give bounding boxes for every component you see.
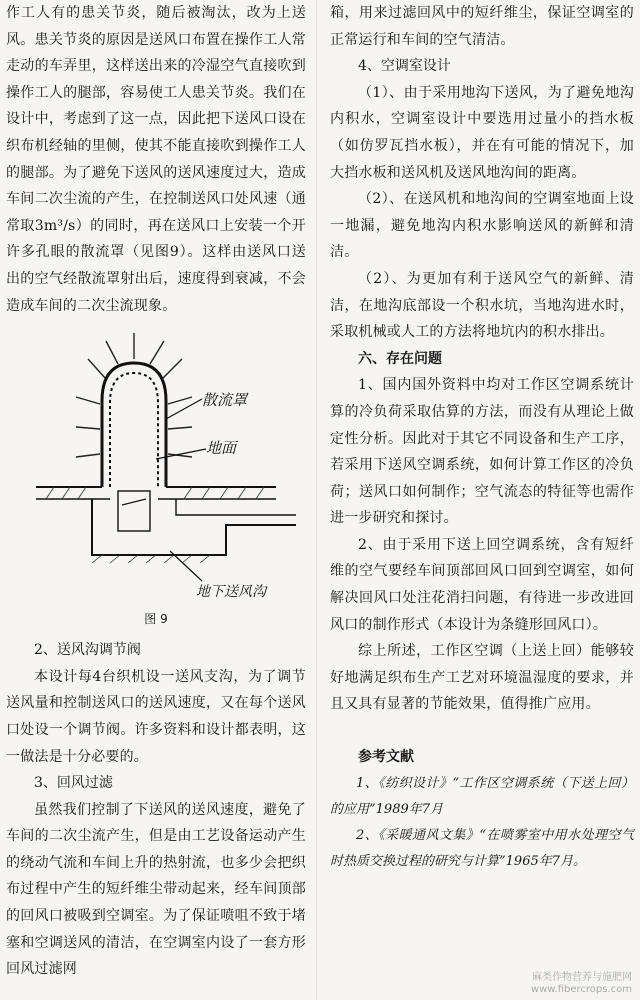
leader-diffuser	[166, 399, 202, 419]
label-duct: 地下送风沟	[196, 584, 266, 601]
conclusion-paragraph: 综上所述，工作区空调（上送上回）能够较好地满足织布生产工艺对环境温湿度的要求，并且又具有显著的节能效果，值得推广应用。	[330, 643, 634, 713]
right-column	[330, 0, 634, 875]
section-2-text: 本设计每4台织机设一送风支沟，为了调节送风量和控制送风口的送风速度，又在每个送风口处设一个调节阀。许多资料和设计都表明，这一做法是十分必要的。	[6, 668, 306, 765]
leader-floor	[156, 449, 206, 459]
watermark-line-1: 麻类作物营养与施肥网	[532, 972, 632, 983]
section-6-item: 2、由于采用下送上回空调系统，含有短纤维的空气要经车间顶部回风口回到空调室，如何解决回风口处注花消扫问题，有待进一步改进回风口的制作形式（本设计为条缝形回风口）。	[330, 536, 634, 633]
duct-hatch	[92, 555, 210, 563]
section-6-item: 1、国内国外资料中均对工作区空调系统计算的冷负荷采取估算的方法，而没有从理论上做定性分析。因此对于其它不同设备和生产工序，若采用下送风空调系统，如何计算工作区的冷负荷；送风口如何制作；空气流态的特征等也需作进一步研究和探讨。	[330, 377, 634, 527]
section-3-text: 虽然我们控制了下送风的送风速度，避免了车间的二次尘流产生，但是由工艺设备运动产生的绕动气流和车间上升的热射流，也多少会把织布过程中产生的短纤维尘带动起来，经车间顶部的回风口被吸到空调室。为了保证喷咀不致于堵塞和空调送风的清洁，在空调室内设了一套方形回风过滤网	[6, 801, 306, 978]
section-4-item: （1）、由于采用地沟下送风，为了避免地沟内积水，空调室设计中要选用过量小的挡水板（如仿罗瓦挡水板），并在有可能的情况下，加大挡水板和送风机及送风地沟间的距离。	[330, 84, 634, 181]
floor-hatch	[46, 487, 264, 499]
section-4-heading: 4、空调室设计	[358, 58, 451, 75]
reference-item: 2、《采暖通风文集》“在喷雾室中用水处理空气时热质交换过程的研究与计算”1965年7月。	[330, 827, 634, 869]
section-2-heading: 2、送风沟调节阀	[34, 642, 141, 659]
reference-item: 1、《纺织设计》“工作区空调系统（下送上回）的应用”1989年7月	[330, 775, 634, 817]
underground-duct	[92, 499, 296, 555]
diffuser-hood-outer	[102, 363, 166, 487]
intro-paragraph: 作工人有的患关节炎，随后被淘汰，改为上送风。患关节炎的原因是送风口布置在操作工人常走动的车弄里，这样送出来的冷湿空气直接吹到操作工人的腿部，容易使工人患关节炎。我们在设计中，考虑到了这一点，因此把下送风口设在织布机经轴的里侧，使其不能直接吹到操作工人的腿部。为了避免下送风的送风速度过大，造成车间二次尘流的产生，在控制送风口处风速（通常取3m³/s）的同时，再在送风口上安装一个开许多孔眼的散流罩（见图9）。这样由送风口送出的空气经散流罩射出后，速度得到衰减，不会造成车间的二次尘流现象。	[6, 5, 306, 314]
section-4-item: （2）、为更加有利于送风空气的新鲜、清洁，在地沟底部设一个积水坑，当地沟进水时，采取机械或人工的方法将地坑内的积水排出。	[330, 270, 634, 341]
left-column	[6, 0, 306, 983]
column-divider	[316, 0, 317, 1000]
continuation-paragraph: 箱，用来过滤回风中的短纤维尘，保证空调室的正常运行和车间的空气清洁。	[330, 5, 634, 48]
section-6-heading: 六、存在问题	[358, 350, 442, 367]
section-4-item: （2）、在送风机和地沟间的空调室地面上设一地漏，避免地沟内积水影响送风的新鲜和清洁。	[330, 191, 634, 261]
watermark-line-2: www.fibercrops.com	[530, 984, 632, 995]
airflow-arrows	[76, 333, 192, 457]
figure-9	[6, 319, 306, 637]
diffuser-hood-inner	[110, 373, 158, 487]
references-title: 参考文献	[358, 749, 414, 766]
site-watermark	[531, 972, 632, 996]
regulating-valve	[118, 491, 150, 531]
diffuser-diagram	[6, 319, 306, 619]
section-3-heading: 3、回风过滤	[34, 775, 113, 792]
label-diffuser: 散流罩	[202, 391, 248, 410]
label-floor: 地面	[206, 439, 237, 458]
figure-caption: 图 9	[144, 612, 168, 627]
